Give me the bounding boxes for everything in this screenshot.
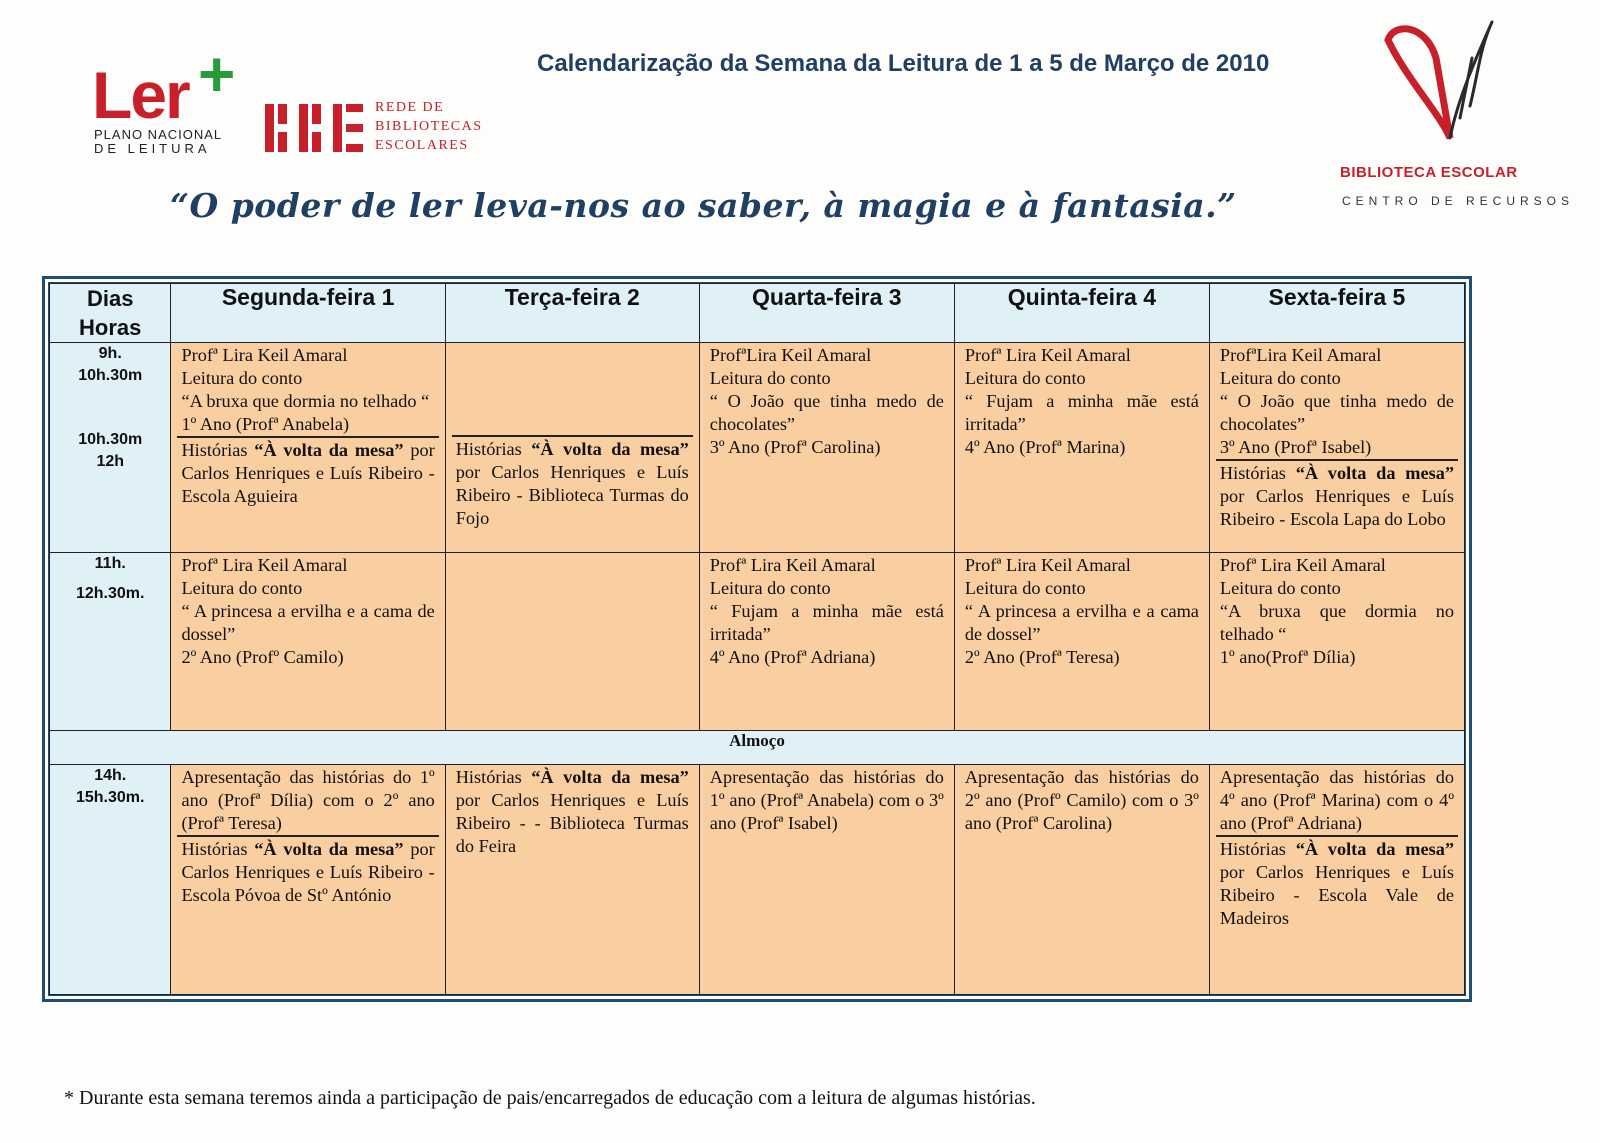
activity-cell (171, 553, 445, 731)
activity-entry: Histórias “À volta da mesa” por Carlos Henriques e Luís Ribeiro - Escola Aguieira (177, 436, 438, 508)
activity-cell (954, 765, 1209, 995)
corner-header: Dias Horas (50, 284, 171, 343)
activity-cell (445, 343, 699, 553)
activity-entry: Histórias “À volta da mesa” por Carlos Henriques e Luís Ribeiro - - Biblioteca Turmas do Feira (455, 767, 689, 856)
footnote: * Durante esta semana teremos ainda a participação de pais/encarregados de educação com a leitura de algumas histórias. (64, 1087, 1036, 1109)
activity-entry: Profª Lira Keil Amaral Leitura do conto “A bruxa que dormia no telhado “ 1º Ano (Profª Anabela) (181, 345, 430, 434)
rbe-logo-mark (265, 104, 365, 152)
schedule-row-morning-1 (50, 343, 1465, 553)
activity-entry: Apresentação das histórias do 1º ano (Profª Anabela) com o 3º ano (Profª Isabel) (709, 767, 944, 833)
activity-entry: Profª Lira Keil Amaral Leitura do conto “ A princesa a ervilha e a cama de dossel” 2º Ano (Profª Teresa) (964, 555, 1199, 667)
schedule-frame (42, 276, 1472, 1002)
hours-cell: 9h. 10h.30m 10h.30m 12h (50, 343, 171, 553)
activity-cell (1209, 765, 1464, 995)
activity-entry: Profª Lira Keil Amaral Leitura do conto “A bruxa que dormia no telhado “ 1º ano(Profª Dília) (1219, 555, 1454, 667)
activity-entry: Histórias “À volta da mesa” por Carlos Henriques e Luís Ribeiro - Escola Póvoa de Stº António (177, 835, 438, 907)
activity-entry: Apresentação das histórias do 2º ano (Profº Camilo) com o 3º ano (Profª Carolina) (964, 767, 1199, 833)
hours-cell: 14h. 15h.30m. (50, 765, 171, 995)
motto-quote: “O poder de ler leva-nos ao saber, à magia e à fantasia.” (170, 186, 1237, 225)
activity-cell (1209, 553, 1464, 731)
ler-logo-plus: + (198, 38, 236, 110)
hours-cell: 11h. 12h.30m. (50, 553, 171, 731)
activity-entry: ProfªLira Keil Amaral Leitura do conto “ O João que tinha medo de chocolates” 3º Ano (Profª Isabel) (1219, 345, 1454, 457)
activity-entry: Profª Lira Keil Amaral Leitura do conto “ A princesa a ervilha e a cama de dossel” 2º Ano (Profº Camilo) (181, 555, 435, 667)
activity-entry: Histórias “À volta da mesa” por Carlos Henriques e Luís Ribeiro - Escola Vale de Madeiros (1216, 835, 1458, 930)
day-header: Quinta-feira 4 (954, 284, 1209, 343)
biblioteca-escolar-logo (1330, 18, 1575, 218)
schedule-table (49, 283, 1465, 995)
activity-cell (954, 343, 1209, 553)
lunch-row (50, 731, 1465, 765)
day-header: Terça-feira 2 (445, 284, 699, 343)
activity-cell (699, 553, 954, 731)
activity-cell (171, 343, 445, 553)
day-header: Segunda-feira 1 (171, 284, 445, 343)
day-header: Quarta-feira 3 (699, 284, 954, 343)
ler-plus-logo (90, 38, 250, 163)
activity-entry: Apresentação das histórias do 4º ano (Profª Marina) com o 4º ano (Profª Adriana) (1219, 767, 1454, 833)
activity-cell (954, 553, 1209, 731)
page-title: Calendarização da Semana da Leitura de 1 a 5 de Março de 2010 (537, 50, 1270, 77)
heart-book-icon (1380, 18, 1500, 158)
day-header: Sexta-feira 5 (1209, 284, 1464, 343)
rbe-logo-text: REDE DE BIBLIOTECAS ESCOLARES (375, 100, 483, 153)
ler-logo-word: Ler (92, 58, 189, 132)
lunch-label: Almoço (50, 731, 1465, 765)
activity-cell (699, 343, 954, 553)
activity-entry: ProfªLira Keil Amaral Leitura do conto “ O João que tinha medo de chocolates” 3º Ano (Profª Carolina) (709, 345, 944, 457)
biblioteca-logo-title: BIBLIOTECA ESCOLAR (1340, 164, 1518, 181)
activity-entry: Profª Lira Keil Amaral Leitura do conto “ Fujam a minha mãe está irritada” 4º Ano (Profª Marina) (964, 345, 1199, 457)
activity-entry: Profª Lira Keil Amaral Leitura do conto “ Fujam a minha mãe está irritada” 4º Ano (Profª Adriana) (709, 555, 944, 667)
activity-cell (445, 765, 699, 995)
activity-cell (699, 765, 954, 995)
schedule-row-afternoon (50, 765, 1465, 995)
activity-entry: Histórias “À volta da mesa” por Carlos Henriques e Luís Ribeiro - Escola Lapa do Lobo (1216, 459, 1458, 531)
activity-cell-empty (445, 553, 699, 731)
header-row (50, 284, 1465, 343)
activity-entry: Histórias “À volta da mesa” por Carlos Henriques e Luís Ribeiro - Biblioteca Turmas do Fojo (452, 435, 693, 530)
activity-cell (171, 765, 445, 995)
ler-logo-subtitle: PLANO NACIONAL DE LEITURA (94, 127, 223, 156)
rbe-logo (265, 98, 510, 158)
activity-cell (1209, 343, 1464, 553)
biblioteca-logo-subtitle: CENTRO DE RECURSOS (1342, 194, 1575, 208)
schedule-row-morning-2 (50, 553, 1465, 731)
activity-entry: Apresentação das histórias do 1º ano (Profª Dília) com o 2º ano (Profª Teresa) (181, 767, 435, 833)
